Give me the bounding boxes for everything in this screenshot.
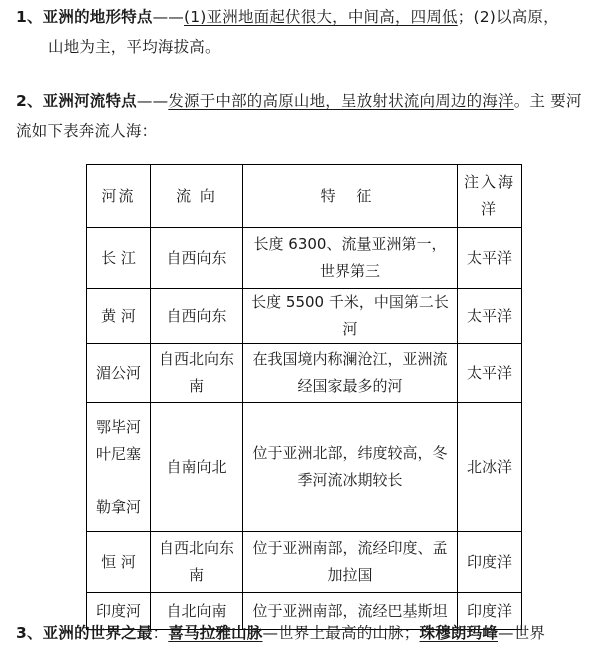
table-row (87, 228, 522, 289)
river-direction: 自西向东 (151, 289, 243, 344)
river-feature-cell: 位于亚洲北部，纬度较高，冬季河流冰期较长 (243, 403, 458, 532)
river-ocean: 太平洋 (458, 289, 522, 344)
rivers-table (86, 164, 522, 630)
dash: —— (152, 8, 184, 26)
section-terrain (16, 2, 588, 62)
record-item-1-desc: —世界上最高的山脉； (262, 624, 420, 642)
table-row (87, 289, 522, 344)
river-name: 湄公河 (87, 344, 151, 403)
colon: ： (152, 624, 169, 642)
river-name: 印度河 (87, 593, 151, 630)
river-name: 鄂毕河 (95, 417, 141, 436)
river-name: 黄 河 (87, 289, 151, 344)
dash: —— (136, 92, 169, 110)
section-heading: 3、亚洲的世界之最 (16, 624, 153, 642)
river-direction: 自西北向东南 (151, 344, 243, 403)
record-item-2-desc: —世界 (498, 624, 546, 642)
record-item-1: 喜马拉雅山脉 (168, 624, 263, 642)
table-row (87, 532, 522, 593)
separator: ； (457, 8, 474, 26)
river-ocean: 印度洋 (458, 593, 522, 630)
river-name-group (87, 403, 151, 532)
river-intro-line-2: 要河流如下表奔流人海： (16, 92, 582, 140)
river-feature-cell: 在我国境内称澜沧江，亚洲流经国家最多的河 (243, 344, 458, 403)
terrain-point-2: (2)以高原， (473, 8, 559, 26)
terrain-point-1: (1)亚洲地面起伏很大，中间高，四周低 (184, 8, 458, 26)
record-item-2: 珠穆朗玛峰 (419, 624, 499, 642)
river-feature-cell: 长度 5500 千米，中国第二长河 (243, 289, 458, 344)
header-direction: 流 向 (151, 165, 243, 228)
river-feature-cell: 长度 6300、流量亚洲第一，世界第三 (243, 228, 458, 289)
header-feature: 特 征 (243, 165, 458, 228)
section-records (16, 618, 588, 648)
section-heading: 2、亚洲河流特点 (16, 92, 137, 110)
river-feature-cell: 位于亚洲南部，流经巴基斯坦 (243, 593, 458, 630)
river-feature-cell: 位于亚洲南部，流经印度、孟加拉国 (243, 532, 458, 593)
river-direction: 自北向南 (151, 593, 243, 630)
river-ocean: 太平洋 (458, 344, 522, 403)
river-ocean: 印度洋 (458, 532, 522, 593)
table-header-row (87, 165, 522, 228)
section-heading: 1、亚洲的地形特点 (16, 8, 153, 26)
river-feature-end: 。主 (513, 92, 546, 110)
river-direction: 自西北向东南 (151, 532, 243, 593)
river-ocean: 北冰洋 (458, 403, 522, 532)
table-row (87, 403, 522, 532)
section-rivers (16, 86, 588, 146)
header-river: 河流 (87, 165, 151, 228)
river-feature: 发源于中部的高原山地，呈放射状流向周边的海洋 (168, 92, 514, 110)
river-direction: 自西向东 (151, 228, 243, 289)
river-name: 恒 河 (87, 532, 151, 593)
river-name: 勒拿河 (95, 497, 141, 516)
river-direction: 自南向北 (151, 403, 243, 532)
header-ocean: 注入海洋 (458, 165, 522, 228)
table-row (87, 344, 522, 403)
river-name: 长 江 (87, 228, 151, 289)
river-ocean: 太平洋 (458, 228, 522, 289)
river-name: 叶尼塞 (95, 444, 141, 463)
terrain-line-2: 山地为主，平均海拔高。 (48, 38, 221, 56)
